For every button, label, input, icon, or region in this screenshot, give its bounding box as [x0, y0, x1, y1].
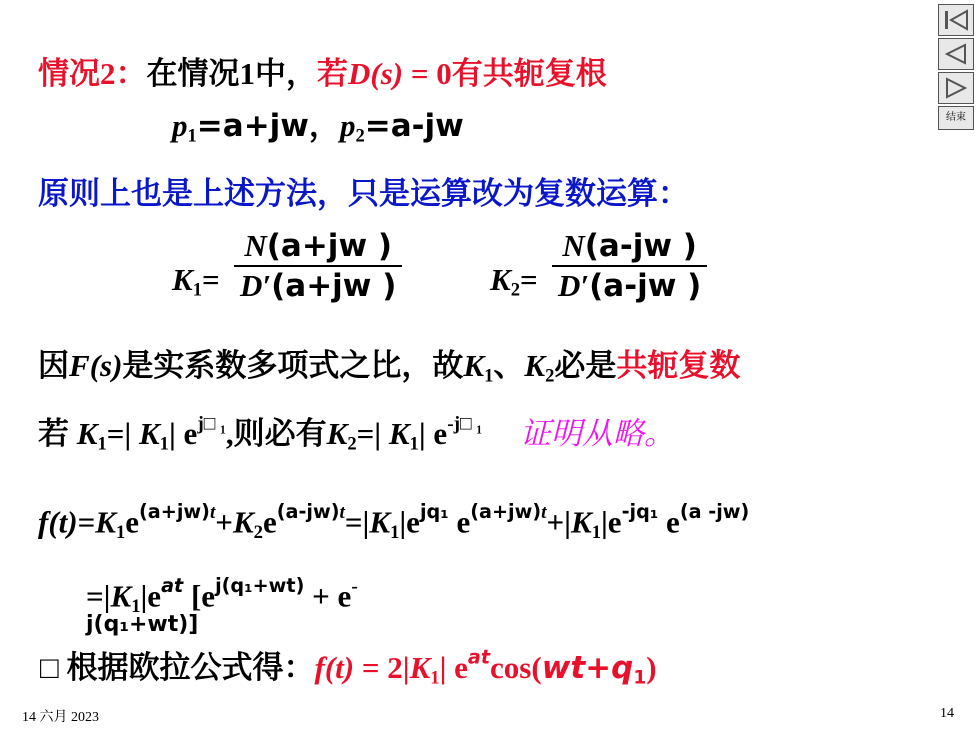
- l5-t3: 必是: [554, 348, 617, 383]
- next-slide-button[interactable]: [938, 72, 974, 104]
- l7-e6: e: [658, 504, 680, 540]
- l7-e4sup: (a+jw): [470, 500, 542, 523]
- l5-F: F: [69, 348, 90, 383]
- prev-slide-button[interactable]: [938, 38, 974, 70]
- k1-K: K: [172, 262, 193, 297]
- k2-fraction-bar: [552, 265, 707, 267]
- k2-lhs: [490, 262, 538, 302]
- l6-K1b: K: [138, 416, 160, 451]
- l6-K1bsub: 1: [159, 433, 169, 455]
- l10-t: (t): [324, 650, 355, 685]
- k1-den-rest: (a+jw ): [271, 268, 397, 304]
- k2-numerator: [552, 228, 707, 264]
- l5-s: (s): [89, 348, 123, 383]
- l7-e4supt: t: [541, 502, 547, 523]
- p1: p: [172, 108, 188, 143]
- l7-e2: e: [262, 504, 277, 540]
- l6-K2sub: 2: [347, 433, 357, 455]
- k1-eq: =: [201, 262, 220, 297]
- l7-K3sub: 1: [390, 521, 400, 543]
- l6-K1csub: 1: [409, 433, 419, 455]
- case-text: 在情况1中，: [146, 56, 317, 91]
- k2-den-D: D′: [558, 268, 590, 303]
- conjugate-statement: [38, 340, 740, 388]
- l5-K1sub: 1: [484, 365, 494, 387]
- l7-K4: K: [571, 504, 592, 540]
- l5-K2sub: 2: [545, 365, 555, 387]
- k1-fraction: [234, 228, 402, 304]
- l7-K2: K: [232, 504, 254, 540]
- l10-eq: = 2|: [354, 650, 410, 685]
- l6-sup2: -j□ ₁: [447, 413, 483, 435]
- method-note: 原则上也是上述方法，只是运算改为复数运算：: [38, 176, 689, 211]
- l10-Ksub: 1: [430, 667, 440, 689]
- case-label: 情况2：: [38, 56, 147, 91]
- l6-K1c: K: [388, 416, 410, 451]
- k2-K: K: [490, 262, 511, 297]
- k1-sub: 1: [192, 279, 202, 301]
- l5-red: 共轭复数: [616, 348, 741, 383]
- l8-plus: + e: [304, 578, 352, 614]
- k2-num-rest: (a-jw ): [584, 228, 697, 264]
- polar-form-line: [38, 408, 675, 456]
- l8-abs: |e: [140, 578, 162, 614]
- l7-plus: +: [215, 504, 233, 540]
- l10-K: K: [409, 650, 431, 685]
- cond-eq: = 0有共轭复根: [403, 56, 607, 91]
- l7-e3sup: jq₁: [419, 500, 449, 523]
- l7-plus2: +|: [546, 504, 571, 540]
- l7-e1: e: [125, 504, 140, 540]
- l5-t1: 因: [38, 348, 69, 383]
- l7-K1: K: [95, 504, 116, 540]
- l6-K1: K: [76, 416, 98, 451]
- k2-denominator: [552, 268, 707, 304]
- slide-navigation: [938, 4, 974, 130]
- l7-eq: =: [77, 504, 96, 540]
- l7-K4sub: 1: [591, 521, 601, 543]
- l8-K: K: [110, 578, 132, 614]
- l7-K2sub: 2: [253, 521, 263, 543]
- euler-result: [40, 642, 657, 690]
- footer-date: 14 六月 2023: [22, 710, 99, 725]
- l7-f: f: [38, 504, 49, 540]
- l6-K2: K: [326, 416, 348, 451]
- l7-e6sup: (a -jw): [679, 500, 750, 523]
- l8-br: [e: [183, 578, 216, 614]
- l8-sup2: j(q₁+wt): [215, 574, 305, 597]
- l5-K2: K: [524, 348, 546, 383]
- l7-e5sup: -jq₁: [621, 500, 659, 523]
- l6-sup1: j□ ₁: [197, 413, 226, 435]
- l6-abs: | e: [168, 416, 198, 451]
- footer-page-number: 14: [940, 706, 954, 721]
- l7-e2supt: t: [339, 502, 345, 523]
- l7-eq2: =|: [344, 504, 370, 540]
- l7-K3: K: [369, 504, 391, 540]
- p1-val: =a+jw，: [196, 108, 340, 144]
- k2-eq: =: [519, 262, 538, 297]
- l10-text: 根据欧拉公式得：: [66, 650, 315, 685]
- case2-heading: [38, 48, 607, 93]
- first-slide-button[interactable]: [938, 4, 974, 36]
- l8-Ksub: 1: [131, 595, 141, 617]
- l6-t1: 若: [38, 416, 77, 451]
- l7-e2sup: (a-jw): [276, 500, 340, 523]
- ft-overflow-fragment: j(q₁+wt)]: [86, 612, 199, 637]
- l8-eq: =|: [86, 578, 111, 614]
- cond-s: (s): [370, 56, 404, 91]
- next-slide-icon: [943, 77, 969, 99]
- l5-t2: 是实系数多项式之比，故: [122, 348, 464, 383]
- bullet-icon: □: [40, 650, 67, 685]
- l5-K1: K: [463, 348, 485, 383]
- l8-sup3: -: [351, 576, 358, 597]
- l7-K1sub: 1: [115, 521, 126, 543]
- ft-expression: [38, 500, 749, 544]
- prev-slide-icon: [943, 43, 969, 65]
- cond-pre: 若: [317, 56, 348, 91]
- p2: p: [339, 108, 356, 143]
- k1-fraction-bar: [234, 265, 402, 267]
- l7-abs4: |e: [600, 504, 622, 540]
- l7-e1sup: (a+jw): [139, 500, 210, 523]
- roots-line: [172, 100, 464, 148]
- l6-t2: ,则必有: [225, 416, 327, 451]
- l6-K1sub: 1: [97, 433, 107, 455]
- l10-wt: wt+: [541, 650, 612, 686]
- end-button[interactable]: 结束: [938, 106, 974, 130]
- k1-den-D: D′: [240, 268, 272, 303]
- l10-sup: at: [467, 645, 491, 669]
- k1-num-rest: (a+jw ): [266, 228, 393, 264]
- k1-denominator: [234, 268, 402, 304]
- p2-val: =a-jw: [364, 108, 464, 144]
- l6-eq2: =|: [356, 416, 389, 451]
- l10-qsub: 1: [633, 667, 647, 689]
- l7-t: (t): [48, 504, 78, 540]
- l10-q: q: [611, 650, 634, 686]
- cond-D: D: [348, 56, 371, 91]
- k1-num-N: N: [244, 228, 267, 263]
- l5-sep: 、: [493, 348, 525, 383]
- l6-eq: =|: [106, 416, 139, 451]
- case-condition: [317, 56, 607, 91]
- p1-sub: 1: [187, 125, 197, 147]
- first-slide-icon: [943, 9, 969, 31]
- k2-num-N: N: [562, 228, 585, 263]
- l10-cos: cos(: [490, 650, 542, 685]
- l7-abs3: |e: [399, 504, 420, 540]
- l6-abs2: | e: [418, 416, 448, 451]
- l8-sup: at: [161, 574, 184, 597]
- l10-formula: [314, 645, 657, 689]
- k1-numerator: [234, 228, 402, 264]
- l10-close: ): [646, 650, 657, 685]
- k1-lhs: [172, 262, 220, 302]
- l10-abs: | e: [439, 650, 468, 685]
- l10-f: f: [314, 650, 325, 685]
- k2-sub: 2: [510, 279, 520, 301]
- k2-fraction: [552, 228, 707, 304]
- p2-sub: 2: [355, 125, 365, 147]
- l7-e1supt: t: [209, 502, 216, 523]
- k2-den-rest: (a-jw ): [589, 268, 702, 304]
- l7-e4: e: [448, 504, 471, 540]
- proof-omitted-note: 证明从略。: [519, 416, 675, 451]
